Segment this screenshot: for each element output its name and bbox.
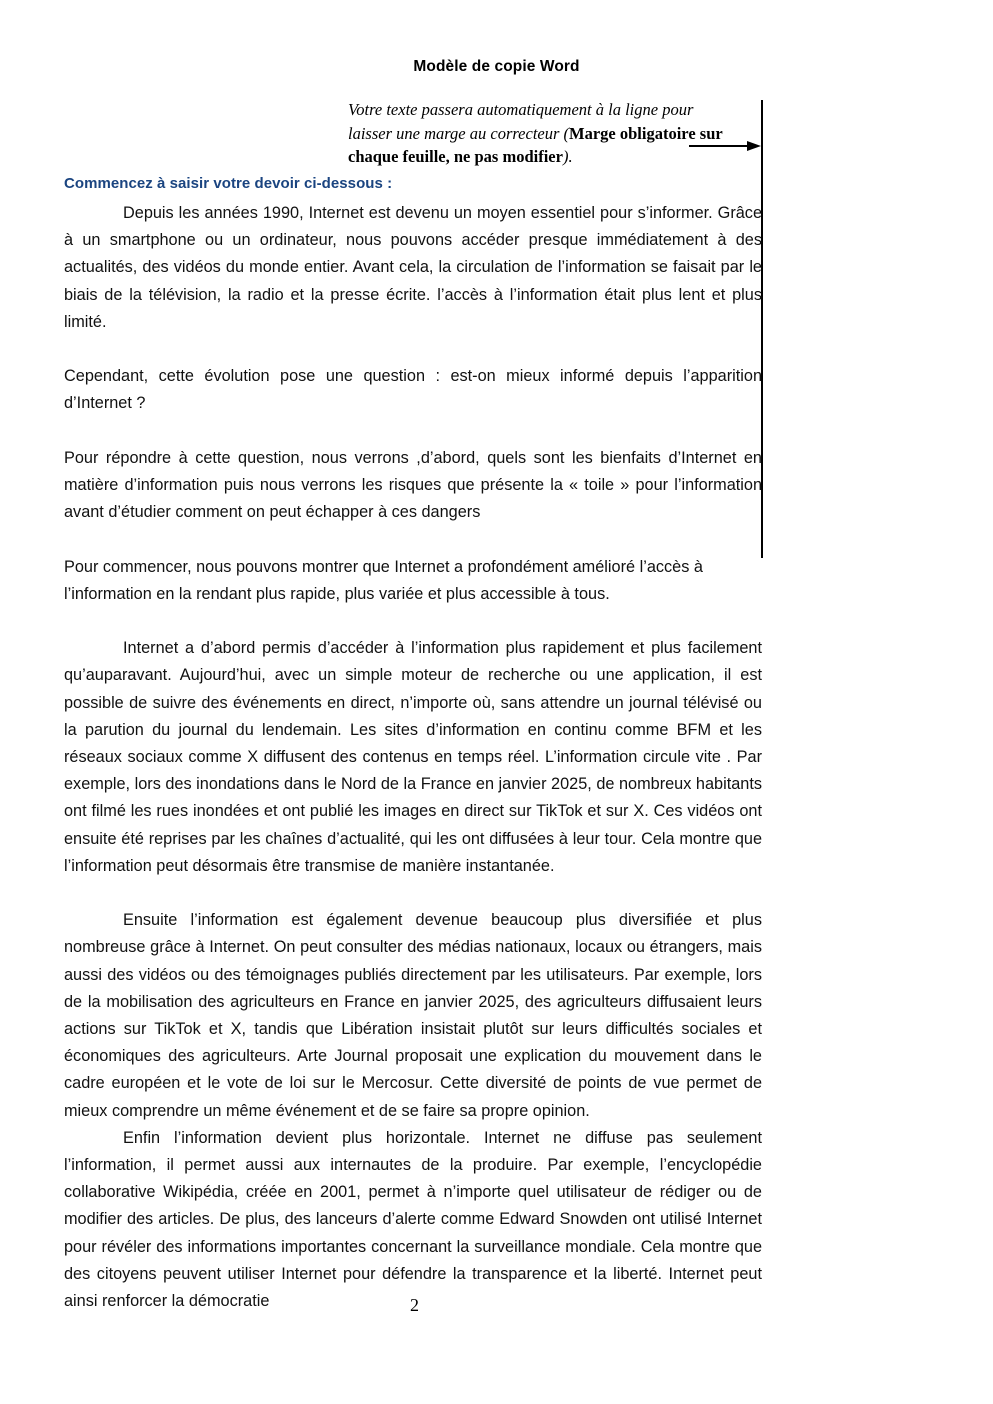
paragraph-problematique: Cependant, cette évolution pose une question : est-on mieux informé depuis l’apparition d’Internet ? — [64, 367, 762, 413]
instruction-italic-tail: ). — [562, 147, 573, 166]
paragraph-intro: Depuis les années 1990, Internet est devenu un moyen essentiel pour s’informer. Grâce à un smartphone ou un ordinateur, nous pouvons accéder presque immédiatement à des actualités, des vidéos du monde entier. Avant cela, la circulation de l’information se faisait par le biais de la télévision, la radio et la presse écrite. l’accès à l’information était plus lent et plus limité. — [64, 204, 762, 331]
margin-arrow-icon — [689, 140, 761, 152]
document-title: Modèle de copie Word — [413, 58, 580, 75]
paragraph-partie1-annonce: Pour commencer, nous pouvons montrer que Internet a profondément amélioré l’accès à l’information en la rendant plus rapide, plus variée et plus accessible à tous. — [64, 557, 703, 603]
instruction-bold-part: Marge obligatoire sur chaque feuille, ne pas modifier — [348, 123, 723, 166]
start-writing-heading: Commencez à saisir votre devoir ci-dessous : — [64, 175, 393, 192]
instruction-italic-lead: Votre texte passera automatiquement à la ligne pour laisser une marge au correcteur ( — [348, 100, 694, 143]
margin-instruction-note — [348, 98, 740, 169]
page-number: 2 — [410, 1295, 419, 1315]
essay-body — [64, 200, 762, 1315]
paragraph-horizontalite: Enfin l’information devient plus horizontale. Internet ne diffuse pas seulement l’information, il permet aussi aux internautes de la produire. Par exemple, l’encyclopédie collaborative Wikipédia, créée en 2001, permet à n’importe quel utilisateur de rédiger ou de modifier des articles. De plus, des lanceurs d’alerte comme Edward Snowden ont utilisé Internet pour révéler des informations importantes concernant la surveillance mondiale. Cela montre que des citoyens peuvent utiliser Internet pour défendre la transparence et la liberté. Internet peut ainsi renforcer la démocratie — [64, 1128, 762, 1311]
paragraph-diversite: Ensuite l’information est également devenue beaucoup plus diversifiée et plus nombreuse grâce à Internet. On peut consulter des médias nationaux, locaux ou étrangers, mais aussi des vidéos ou des témoignages publiés directement par les utilisateurs. Par exemple, lors de la mobilisation des agriculteurs en France en janvier 2025, des agriculteurs diffusaient leurs actions sur TikTok et X, tandis que Libération insistait plutôt sur leurs difficultés sociales et économiques des agriculteurs. Arte Journal proposait une explication du mouvement dans le cadre européen et le vote de loi sur le Mercosur. Cette diversité de points de vue permet de mieux comprendre un même événement et de se faire sa propre opinion. — [64, 911, 762, 1120]
paragraph-rapidite: Internet a d’abord permis d’accéder à l’information plus rapidement et plus facilement qu’auparavant. Aujourd’hui, avec un simple moteur de recherche ou une application, il est possible de suivre des événements en direct, n’importe où, sans attendre un journal télévisé ou la parution du journal du lendemain. Les sites d’information en continu comme BFM et les réseaux sociaux comme X diffusent des contenus en temps réel. L’information circule vite . Par exemple, lors des inondations dans le Nord de la France en janvier 2025, de nombreux habitants ont filmé les rues inondées et ont publié les images en direct sur TikTok et sur X. Ces vidéos ont ensuite été reprises par les chaînes d’actualité, qui les ont diffusées à leur tour. Cela montre que l’information peut désormais être transmise de manière instantanée. — [64, 639, 762, 875]
paragraph-annonce-plan: Pour répondre à cette question, nous verrons ,d’abord, quels sont les bienfaits d’Internet en matière d’information puis nous verrons les risques que présente la « toile » pour l’information avant d’étudier comment on peut échapper à ces dangers — [64, 448, 762, 522]
